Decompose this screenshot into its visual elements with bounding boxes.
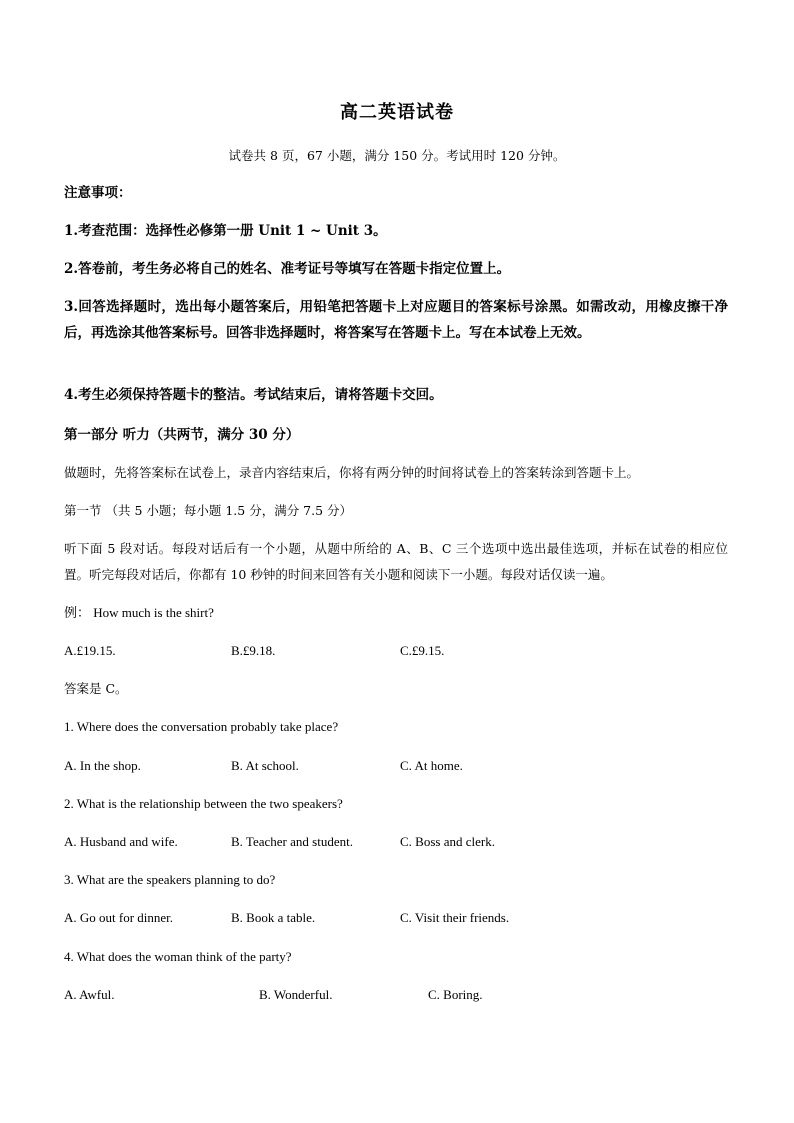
- example-option-a: A.£19.15.: [64, 643, 116, 658]
- note-2: 2.答卷前，考生务必将自己的姓名、准考证号等填写在答题卡指定位置上。: [64, 261, 511, 277]
- question-2: 2. What is the relationship between the two speakers?: [64, 796, 343, 811]
- question-2-option-b: B. Teacher and student.: [231, 834, 353, 849]
- example-option-c: C.£9.15.: [400, 643, 445, 658]
- question-3: 3. What are the speakers planning to do?: [64, 872, 276, 887]
- question-1-option-c: C. At home.: [400, 758, 463, 773]
- question-4: 4. What does the woman think of the party?: [64, 949, 292, 964]
- question-3-option-a: A. Go out for dinner.: [64, 910, 174, 925]
- example-option-b: B.£9.18.: [231, 643, 276, 658]
- part1-heading: 第一部分 听力（共两节，满分 30 分）: [64, 427, 300, 443]
- question-4-option-c: C. Boring.: [428, 987, 483, 1002]
- section1-instruction: 听下面 5 段对话。每段对话后有一个小题，从题中所给的 A、B、C 三个选项中选出最佳选项，并标在试卷的相应位置。听完每段对话后，你都有 10 秒钟的时间来回答有关小题和阅读下一小题。每段对话仅读一遍。: [64, 541, 728, 582]
- question-4-option-a: A. Awful.: [64, 987, 115, 1002]
- note-3: 3.回答选择题时，选出每小题答案后，用铅笔把答题卡上对应题目的答案标号涂黑。如需改动，用橡皮擦干净后，再选涂其他答案标号。回答非选择题时，将答案写在答题卡上。写在本试卷上无效。: [64, 299, 728, 341]
- section1-heading: 第一节 （共 5 小题；每小题 1.5 分，满分 7.5 分）: [64, 503, 353, 518]
- exam-title: 高二英语试卷: [340, 102, 454, 123]
- example-question: 例： How much is the shirt?: [64, 605, 214, 620]
- question-4-option-b: B. Wonderful.: [259, 987, 333, 1002]
- part1-instruction: 做题时，先将答案标在试卷上，录音内容结束后，你将有两分钟的时间将试卷上的答案转涂到答题卡上。: [64, 465, 640, 480]
- exam-subtitle: 试卷共 8 页，67 小题，满分 150 分。考试用时 120 分钟。: [228, 148, 566, 163]
- question-3-option-c: C. Visit their friends.: [400, 910, 510, 925]
- note-1: 1.考查范围：选择性必修第一册 Unit 1 ~ Unit 3。: [64, 223, 387, 239]
- question-2-option-c: C. Boss and clerk.: [400, 834, 495, 849]
- notice-heading: 注意事项：: [64, 185, 132, 201]
- question-3-option-b: B. Book a table.: [231, 910, 316, 925]
- question-1: 1. Where does the conversation probably take place?: [64, 719, 339, 734]
- question-1-option-a: A. In the shop.: [64, 758, 141, 773]
- example-answer: 答案是 C。: [64, 681, 128, 696]
- question-1-option-b: B. At school.: [231, 758, 299, 773]
- question-2-option-a: A. Husband and wife.: [64, 834, 178, 849]
- note-4: 4.考生必须保持答题卡的整洁。考试结束后，请将答题卡交回。: [64, 387, 443, 403]
